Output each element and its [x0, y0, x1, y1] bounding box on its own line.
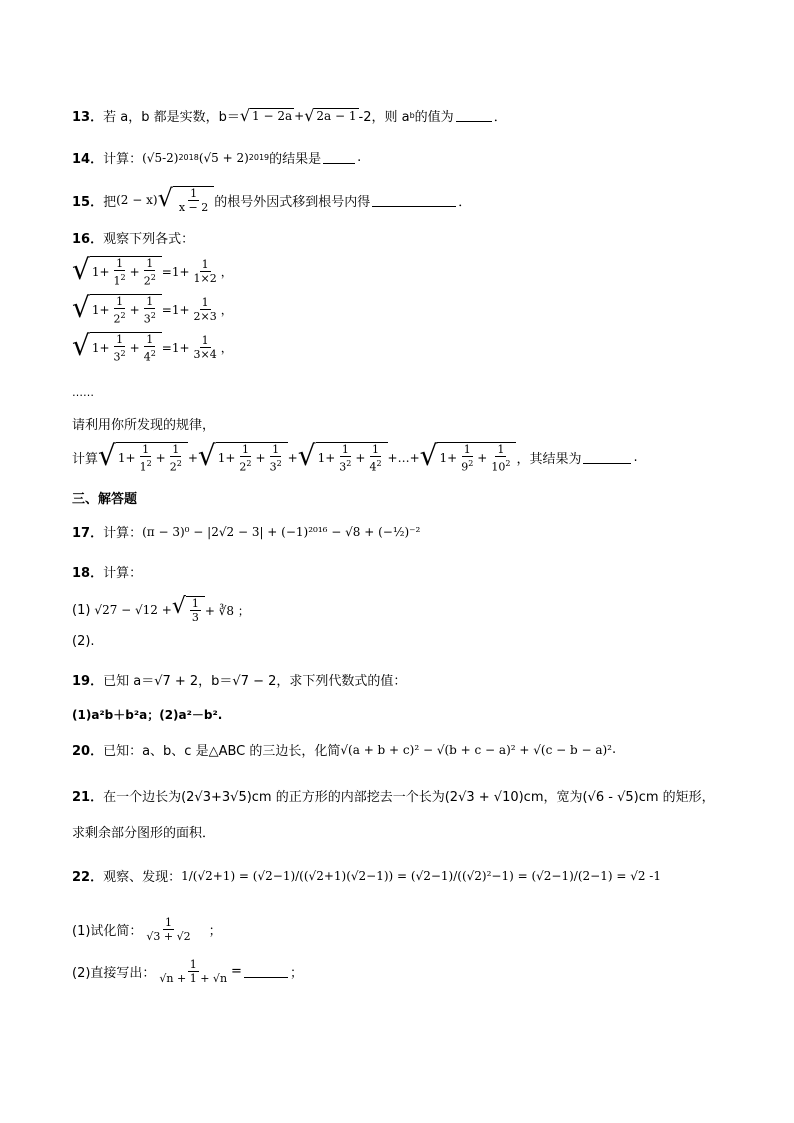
part-label: (2).	[72, 634, 95, 649]
denominator: $3^2$	[269, 459, 282, 474]
number: 1	[91, 265, 100, 280]
fraction: $\frac{1}{√3 + √2}$	[146, 916, 191, 943]
question-number: 17．	[72, 526, 104, 541]
plus-sign: +	[129, 303, 140, 318]
question-text: 把	[103, 194, 117, 210]
radical-sign: √	[197, 439, 216, 472]
radical	[197, 439, 288, 474]
question-text: 观察下列各式：	[103, 232, 195, 247]
question-text: 的结果是	[269, 152, 322, 167]
fraction: $\frac{1}{√n + 1 + √n}$	[159, 958, 228, 985]
ellipsis-text: ……	[72, 386, 94, 399]
question-text: 的值为	[414, 110, 454, 125]
math-expression: + ∛8 ；	[204, 603, 250, 618]
punctuation: ；	[289, 966, 303, 981]
question-number: 15．	[72, 194, 104, 210]
radicand	[437, 442, 516, 474]
question-20	[72, 740, 616, 759]
denominator: 1×2	[193, 272, 217, 286]
plus-sign: +	[477, 451, 488, 466]
radical: √ $\frac{1}{x - 2}$	[158, 186, 215, 214]
question-text: 求剩余部分图形的面积．	[72, 826, 216, 841]
radical-sign: √	[72, 253, 90, 286]
punctuation: ．	[493, 110, 507, 125]
numerator: 1	[146, 295, 154, 308]
fraction	[237, 443, 253, 474]
exponent: 2018	[178, 153, 199, 162]
denominator: $3^2$	[113, 349, 126, 364]
question-14	[72, 148, 361, 167]
answer-blank[interactable]	[244, 965, 288, 978]
fraction	[489, 443, 512, 474]
equals-sign: =1+	[161, 302, 190, 317]
radical-sign: √	[72, 329, 90, 362]
plus-sign: +	[287, 450, 298, 465]
punctuation: ；	[208, 924, 222, 939]
number: 1	[91, 303, 100, 318]
math-expression: (√5-2)	[142, 150, 179, 165]
radical-sign: √	[297, 439, 316, 472]
question-number: 18．	[72, 566, 104, 581]
question-18-part-2	[72, 634, 95, 649]
question-number: 20．	[72, 744, 104, 759]
question-text: ，其结果为	[516, 452, 582, 468]
denominator: $3^2$	[143, 311, 156, 326]
numerator: 1	[146, 257, 154, 270]
punctuation: ．	[458, 194, 472, 210]
plus-sign: +	[225, 451, 236, 466]
question-number: 13．	[72, 110, 104, 125]
numerator: 1	[201, 296, 209, 310]
numerator: 1	[116, 257, 124, 270]
radicand	[116, 442, 188, 474]
ellipsis	[72, 386, 94, 399]
equals-sign: =1+	[161, 340, 190, 355]
exponent: b	[409, 111, 415, 120]
answer-blank[interactable]	[456, 109, 492, 122]
answer-blank[interactable]	[583, 451, 631, 464]
ellipsis: +…+	[387, 450, 420, 465]
math-expression: (2 − x)	[116, 193, 158, 207]
question-13	[72, 106, 507, 125]
pattern-row	[72, 291, 233, 326]
question-16	[72, 228, 194, 247]
fraction	[142, 333, 158, 364]
radical	[419, 439, 517, 474]
denominator: $2^2$	[169, 459, 182, 474]
question-22-part-2	[72, 958, 303, 985]
plus-sign: +	[125, 451, 136, 466]
math-expression: 1/(√2+1) = (√2−1)/((√2+1)(√2−1)) = (√2−1)/((√2)²−1) = (√2−1)/(2−1) = √2 -1	[181, 868, 661, 883]
denominator: $9^2$	[461, 459, 474, 474]
question-number: 19．	[72, 674, 104, 689]
plus-sign: +	[447, 451, 458, 466]
question-number: 14．	[72, 152, 104, 167]
numerator: 1	[463, 443, 471, 456]
radicand	[90, 256, 162, 288]
radical-sign: √	[72, 291, 90, 324]
radical	[98, 439, 188, 474]
radical	[72, 291, 162, 326]
plus-sign: +	[99, 303, 110, 318]
radical-sign: √	[98, 439, 116, 472]
question-text: 已知 a＝√7 + 2，b＝√7 − 2，求下列代数式的值：	[103, 674, 407, 689]
radical: √ $\frac{1}{3}$	[172, 596, 205, 624]
numerator: 1	[142, 443, 150, 456]
fraction	[337, 443, 353, 474]
punctuation: ，	[220, 265, 233, 280]
number: 1	[91, 341, 100, 356]
math-expression: √27 − √12 +	[94, 603, 172, 617]
question-text: 在一个边长为(2√3+3√5)cm 的正方形的内部挖去一个长为(2√3 + √10)cm，宽为(√6 - √5)cm 的矩形，	[103, 790, 715, 805]
radical	[72, 253, 162, 288]
question-21-cont	[72, 822, 215, 841]
question-text: 若 a，b 都是实数，b＝	[103, 110, 240, 125]
fraction	[268, 443, 284, 474]
fraction	[459, 443, 475, 474]
fraction	[192, 334, 219, 361]
fraction	[112, 333, 128, 364]
numerator: 1	[341, 443, 349, 456]
numerator: 1	[116, 333, 124, 346]
equals-sign: =	[231, 964, 242, 979]
question-15	[72, 186, 471, 214]
radicand	[216, 442, 288, 474]
denominator: 2×3	[193, 310, 217, 324]
question-text: 的根号外因式移到根号内得	[214, 194, 371, 210]
fraction	[192, 296, 219, 323]
question-text: 计算：	[103, 152, 143, 167]
plus-sign: +	[255, 451, 266, 466]
number: 1	[117, 451, 126, 466]
denominator: $2^2$	[143, 273, 156, 288]
part-label: (1)试化简：	[72, 924, 143, 939]
fraction	[192, 258, 219, 285]
numerator: 1	[371, 443, 379, 456]
plus-sign: +	[99, 341, 110, 356]
math-expression: (√5 + 2)	[198, 150, 249, 165]
question-text: 计算：	[103, 526, 143, 541]
denominator: $2^2$	[113, 311, 126, 326]
fraction	[112, 257, 128, 288]
question-16-calc	[72, 439, 638, 474]
fraction	[112, 295, 128, 326]
denominator: $4^2$	[143, 349, 156, 364]
number: 1	[317, 451, 326, 466]
numerator: 1	[272, 443, 280, 456]
numerator: 1	[497, 443, 505, 456]
fraction	[142, 295, 158, 326]
plus-sign: +	[355, 451, 366, 466]
radical	[72, 329, 162, 364]
part-label: (2)直接写出：	[72, 966, 156, 981]
punctuation: ，	[220, 303, 233, 318]
question-19-parts: (1)a²b＋b²a；(2)a²－b².	[72, 708, 223, 722]
question-19	[72, 670, 406, 689]
punctuation: .	[612, 742, 617, 757]
exponent: 2019	[248, 153, 270, 162]
punctuation: ，	[220, 341, 233, 356]
question-number: 22．	[72, 870, 104, 885]
denominator: $4^2$	[369, 459, 382, 474]
question-text: -2，则 a	[358, 110, 410, 125]
question-text: 请利用你所发现的规律，	[72, 418, 216, 433]
denominator: $2^2$	[239, 459, 252, 474]
fraction	[138, 443, 154, 474]
math-expression: (π − 3)⁰ − |2√2 − 3| + (−1)²⁰¹⁶ − √8 + (−½)⁻²	[142, 524, 421, 539]
numerator: 1	[201, 258, 209, 272]
numerator: 1	[146, 333, 154, 346]
radicand	[90, 332, 162, 364]
plus-sign: +	[129, 341, 140, 356]
part-label: (1)	[72, 602, 91, 618]
math-expression: √(a + b + c)² − √(b + c − a)² + √(c − b − a)²	[340, 742, 612, 757]
fraction	[142, 257, 158, 288]
radical: √ 2a − 1	[304, 105, 357, 125]
plus-sign: +	[187, 450, 198, 465]
question-18-part-1	[72, 596, 250, 624]
question-17	[72, 522, 420, 541]
radicand	[90, 294, 162, 326]
numerator: 1	[201, 334, 209, 348]
numerator: 1	[172, 443, 180, 456]
question-text: 观察、发现：	[103, 870, 182, 885]
fraction	[168, 443, 184, 474]
question-21	[72, 786, 715, 805]
equals-sign: =1+	[161, 264, 190, 279]
number: 1	[217, 451, 226, 466]
plus-sign: +	[325, 451, 336, 466]
question-text: 计算	[72, 452, 99, 468]
question-number: 21．	[72, 790, 104, 805]
section-heading: 三、解答题	[72, 492, 138, 507]
plus-sign: +	[99, 265, 110, 280]
numerator: 1	[241, 443, 249, 456]
pattern-row	[72, 253, 233, 288]
question-18	[72, 562, 142, 581]
numerator: 1	[116, 295, 124, 308]
pattern-row	[72, 329, 233, 364]
radical: √ 1 − 2a	[239, 105, 293, 125]
punctuation: .	[633, 450, 638, 466]
number: 1	[439, 451, 448, 466]
denominator: $1^2$	[113, 273, 126, 288]
plus-sign: +	[155, 451, 166, 466]
denominator: $3^2$	[339, 459, 352, 474]
answer-blank[interactable]	[323, 151, 355, 164]
question-22-part-1	[72, 916, 222, 943]
denominator: 3×4	[193, 348, 217, 362]
question-text: 计算：	[103, 566, 143, 581]
question-number: 16．	[72, 232, 104, 247]
question-22	[72, 866, 661, 885]
denominator: $10^2$	[491, 459, 511, 474]
plus-sign: +	[294, 108, 305, 123]
radical-sign: √	[419, 439, 438, 472]
plus-sign: +	[129, 265, 140, 280]
radicand	[316, 442, 388, 474]
rule-text	[72, 414, 215, 433]
punctuation: .	[357, 150, 362, 165]
question-text: 已知：a、b、c 是△ABC 的三边长，化简	[103, 744, 341, 759]
denominator: $1^2$	[139, 459, 152, 474]
answer-blank[interactable]	[372, 194, 456, 207]
radical	[297, 439, 388, 474]
fraction	[367, 443, 383, 474]
